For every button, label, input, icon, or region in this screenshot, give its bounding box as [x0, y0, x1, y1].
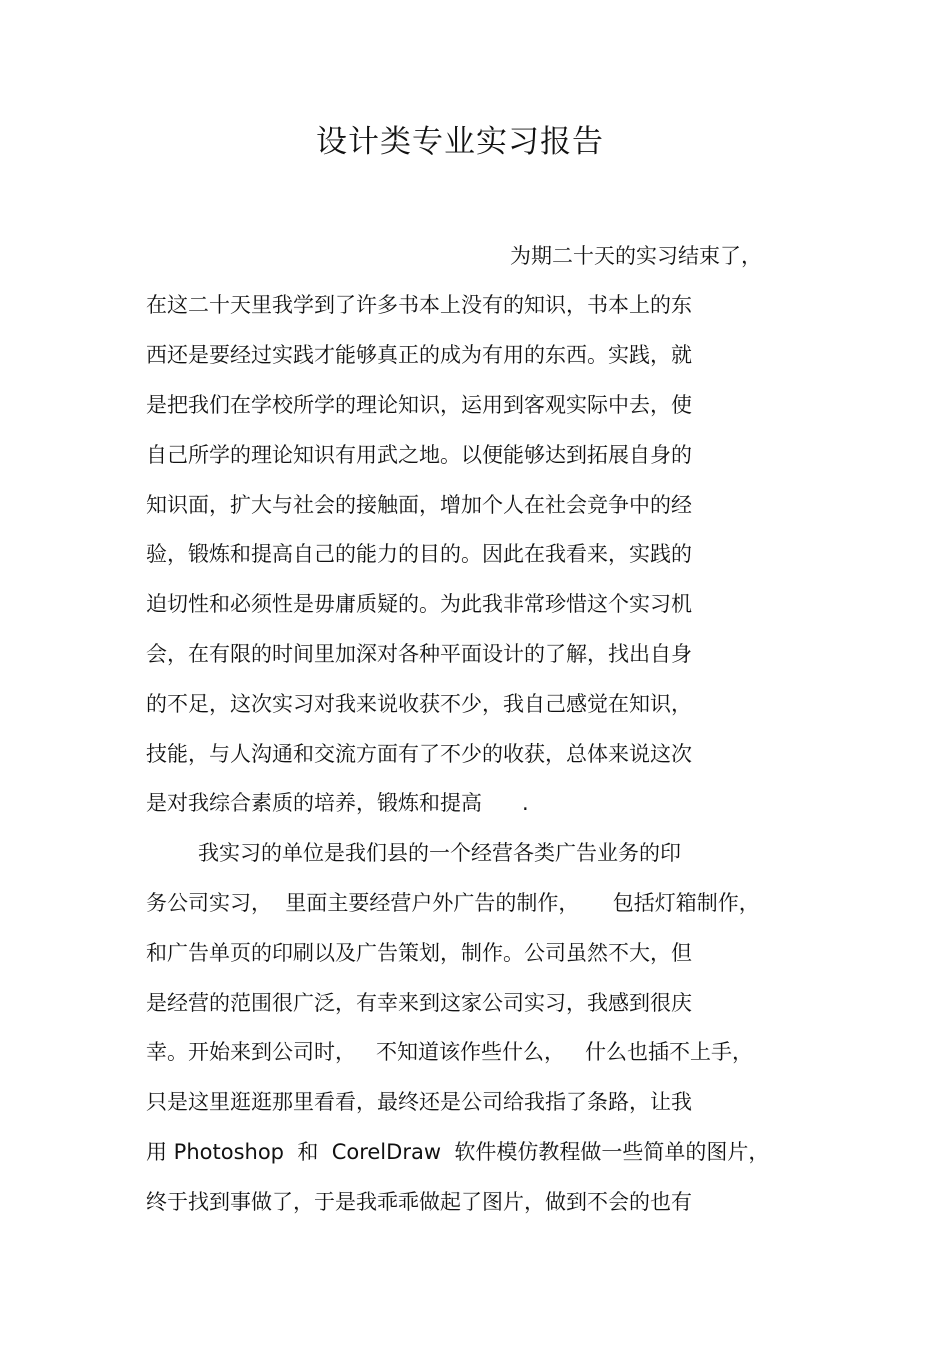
text-line-9: 会，在有限的时间里加深对各种平面设计的了解，找出自身 — [146, 642, 692, 666]
text-line-1: 为期二十天的实习结束了， — [510, 244, 762, 268]
text-line-20: 终于找到事做了，于是我乖乖做起了图片，做到不会的也有 — [146, 1190, 692, 1214]
text-line-10: 的不足，这次实习对我来说收获不少，我自己感觉在知识， — [146, 692, 692, 716]
text-line-5: 自己所学的理论知识有用武之地。以便能够达到拓展自身的 — [146, 443, 692, 467]
text-line-18: 只是这里逛逛那里看看，最终还是公司给我指了条路，让我 — [146, 1090, 692, 1114]
text-line-12: 是对我综合素质的培养，锻炼和提高 . — [146, 791, 529, 815]
text-line-8: 迫切性和必须性是毋庸质疑的。为此我非常珍惜这个实习机 — [146, 592, 692, 616]
text-line-11: 技能，与人沟通和交流方面有了不少的收获，总体来说这次 — [146, 742, 692, 766]
text-line-15: 和广告单页的印刷以及广告策划，制作。公司虽然不大，但 — [146, 941, 692, 965]
text-line-2: 在这二十天里我学到了许多书本上没有的知识，书本上的东 — [146, 293, 692, 317]
text-line-14: 务公司实习， 里面主要经营户外广告的制作， 包括灯箱制作， — [146, 891, 760, 915]
text-line-4: 是把我们在学校所学的理论知识，运用到客观实际中去，使 — [146, 393, 692, 417]
text-line-6: 知识面，扩大与社会的接触面，增加个人在社会竞争中的经 — [146, 493, 692, 517]
document-title: 设计类专业实习报告 — [316, 124, 604, 160]
text-line-13: 我实习的单位是我们县的一个经营各类广告业务的印 — [198, 841, 681, 865]
text-line-3: 西还是要经过实践才能够真正的成为有用的东西。实践，就 — [146, 343, 692, 367]
text-line-19: 用 Photoshop 和 CorelDraw 软件模仿教程做一些简单的图片， — [146, 1140, 770, 1164]
text-line-17: 幸。开始来到公司时， 不知道该作些什么， 什么也插不上手， — [146, 1040, 754, 1064]
text-line-16: 是经营的范围很广泛，有幸来到这家公司实习，我感到很庆 — [146, 991, 692, 1015]
text-line-7: 验，锻炼和提高自己的能力的目的。因此在我看来，实践的 — [146, 542, 692, 566]
